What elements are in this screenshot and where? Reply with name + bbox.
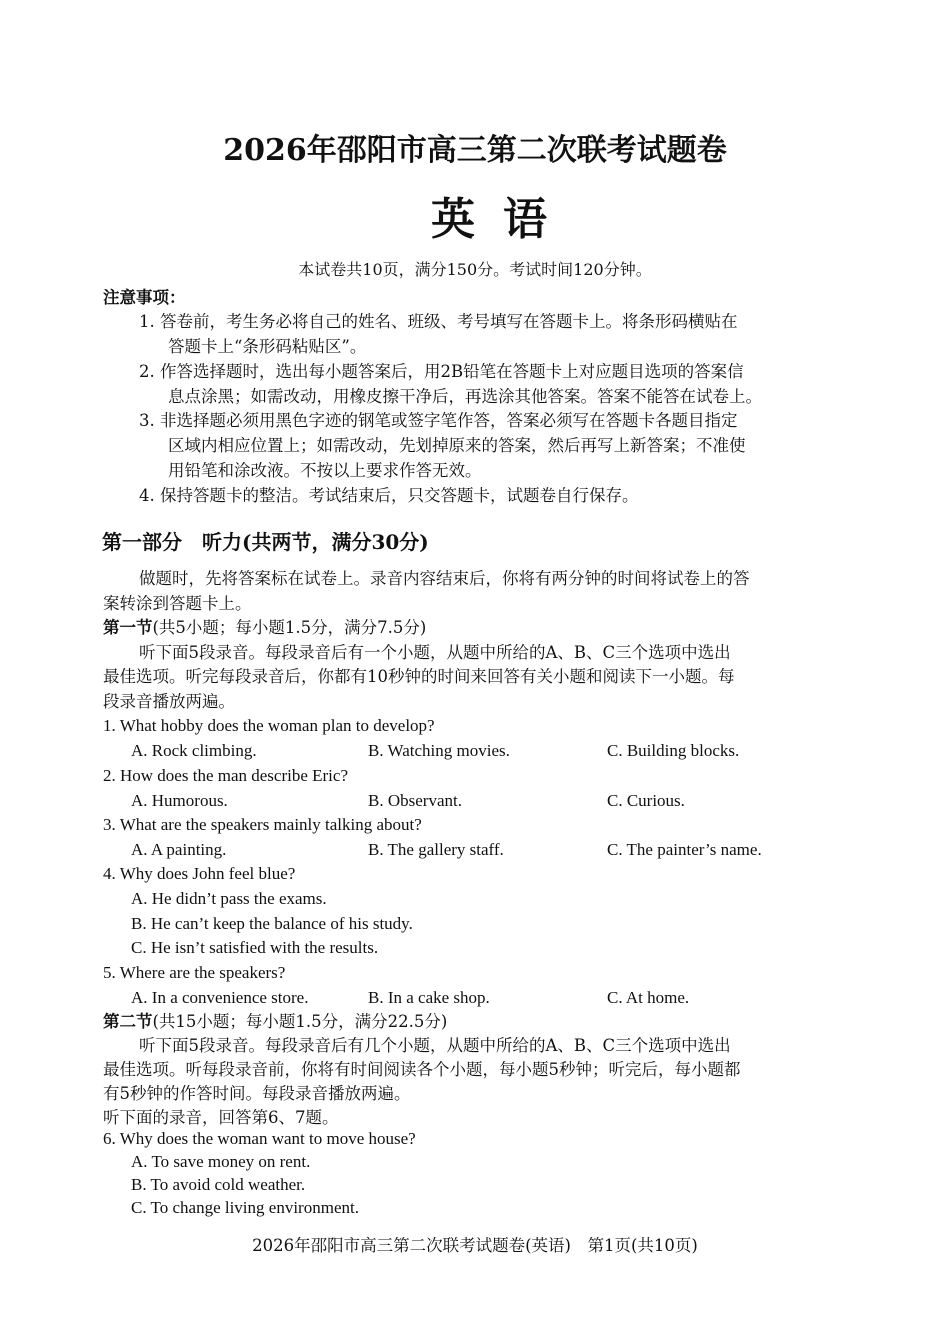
notice-line: 息点涂黑；如需改动，用橡皮擦干净后，再选涂其他答案。答案不能答在试卷上。 — [168, 387, 762, 406]
section2-instruction: 有5秒钟的作答时间。每段录音播放两遍。 — [103, 1084, 411, 1103]
section2-heading: 第二节 — [103, 1012, 153, 1031]
option-c: C. At home. — [607, 988, 690, 1007]
notice-heading: 注意事项： — [103, 288, 186, 307]
option-b: B. To avoid cold weather. — [131, 1175, 306, 1194]
section1-desc: (共5小题；每小题1.5分，满分7.5分) — [152, 618, 427, 637]
section1-title — [103, 615, 426, 640]
exam-title: 2026年邵阳市高三第二次联考试题卷 — [223, 133, 727, 168]
section1-instruction: 最佳选项。听完每段录音后，你都有10秒钟的时间来回答有关小题和阅读下一小题。每 — [103, 667, 735, 686]
subject-title: 英语 — [431, 194, 575, 245]
option-a: A. Humorous. — [131, 791, 228, 810]
section2-sub: 听下面的录音，回答第6、7题。 — [103, 1108, 339, 1127]
option-a: A. A painting. — [131, 840, 227, 859]
option-b: B. In a cake shop. — [368, 988, 490, 1007]
option-c: C. To change living environment. — [131, 1198, 359, 1217]
section2-desc: (共15小题；每小题1.5分，满分22.5分) — [152, 1012, 448, 1031]
option-b: B. Watching movies. — [368, 741, 510, 760]
part1-heading: 第一部分 听力(共两节，满分30分) — [102, 530, 429, 554]
option-b: B. He can’t keep the balance of his study. — [131, 914, 413, 933]
notice-line: 用铅笔和涂改液。不按以上要求作答无效。 — [168, 461, 482, 480]
question-stem: 1. What hobby does the woman plan to develop? — [103, 716, 435, 735]
question-stem: 4. Why does John feel blue? — [103, 864, 296, 883]
question-stem: 3. What are the speakers mainly talking about? — [103, 815, 422, 834]
option-c: C. The painter’s name. — [607, 840, 762, 859]
option-c: C. Building blocks. — [607, 741, 740, 760]
option-a: A. He didn’t pass the exams. — [131, 889, 327, 908]
section2-title — [103, 1009, 447, 1034]
question-stem: 2. How does the man describe Eric? — [103, 766, 348, 785]
part1-intro: 案转涂到答题卡上。 — [103, 594, 252, 613]
notice-line: 3. 非选择题必须用黑色字迹的钢笔或签字笔作答，答案必须写在答题卡各题目指定 — [139, 411, 738, 430]
page-footer: 2026年邵阳市高三第二次联考试题卷(英语) 第1页(共10页) — [252, 1236, 698, 1255]
notice-line: 2. 作答选择题时，选出每小题答案后，用2B铅笔在答题卡上对应题目选项的答案信 — [139, 362, 744, 381]
question-stem: 5. Where are the speakers? — [103, 963, 286, 982]
option-b: B. The gallery staff. — [368, 840, 504, 859]
notice-line: 区域内相应位置上；如需改动，先划掉原来的答案，然后再写上新答案；不准使 — [168, 436, 746, 455]
option-a: A. To save money on rent. — [131, 1152, 311, 1171]
section2-instruction: 听下面5段录音。每段录音后有几个小题，从题中所给的A、B、C三个选项中选出 — [139, 1036, 731, 1055]
option-a: A. Rock climbing. — [131, 741, 257, 760]
section1-instruction: 段录音播放两遍。 — [103, 692, 235, 711]
section2-instruction: 最佳选项。听每段录音前，你将有时间阅读各个小题，每小题5秒钟；听完后，每小题都 — [103, 1060, 741, 1079]
notice-line: 答题卡上“条形码粘贴区”。 — [168, 337, 367, 356]
option-b: B. Observant. — [368, 791, 462, 810]
section1-heading: 第一节 — [103, 618, 153, 637]
notice-line: 4. 保持答题卡的整洁。考试结束后，只交答题卡，试题卷自行保存。 — [139, 486, 639, 505]
section1-instruction: 听下面5段录音。每段录音后有一个小题，从题中所给的A、B、C三个选项中选出 — [139, 643, 731, 662]
option-a: A. In a convenience store. — [131, 988, 309, 1007]
exam-info: 本试卷共10页，满分150分。考试时间120分钟。 — [298, 260, 652, 279]
option-c: C. He isn’t satisfied with the results. — [131, 938, 379, 957]
notice-line: 1. 答卷前，考生务必将自己的姓名、班级、考号填写在答题卡上。将条形码横贴在 — [139, 312, 738, 331]
question-stem: 6. Why does the woman want to move house? — [103, 1129, 416, 1148]
option-c: C. Curious. — [607, 791, 685, 810]
part1-intro: 做题时，先将答案标在试卷上。录音内容结束后，你将有两分钟的时间将试卷上的答 — [139, 569, 750, 588]
